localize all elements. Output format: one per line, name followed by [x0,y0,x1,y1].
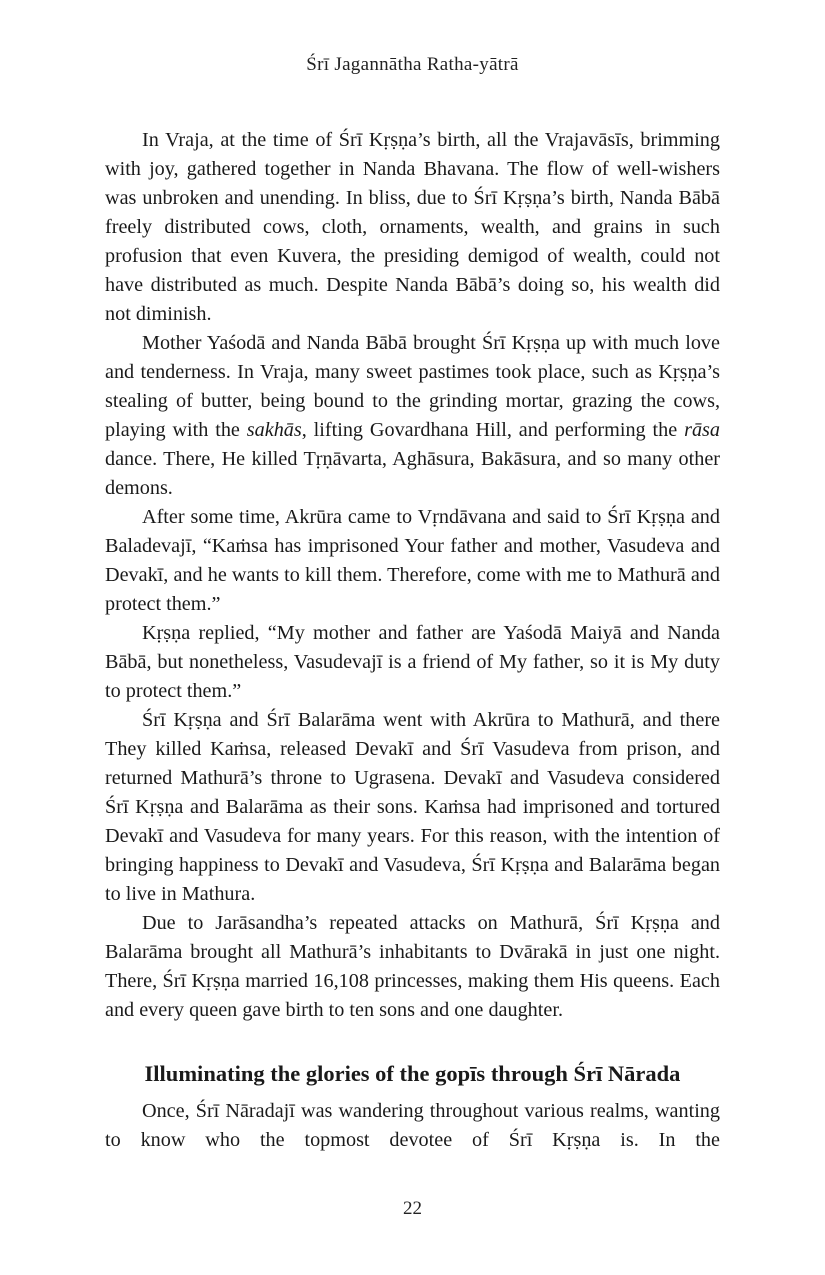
body-text [105,126,720,1155]
section-heading: Illuminating the glories of the gopīs through Śrī Nārada [144,1061,681,1086]
paragraph-narada: Once, Śrī Nāradajī was wandering throughout various realms, wanting to know who the topmost devotee of Śrī Kṛṣṇa is. In the [105,1100,720,1151]
paragraph-mathura: Śrī Kṛṣṇa and Śrī Balarāma went with Akrūra to Mathurā, and there They killed Kaṁsa, released Devakī and Śrī Vasudeva from prison, and returned Mathurā’s throne to Ugrasena. Devakī and Vasudeva considered Śrī Kṛṣṇa and Balarāma as their sons. Kaṁsa had imprisoned and tortured Devakī and Vasudeva for many years. For this reason, with the intention of bringing happiness to Devakī and Vasudeva, Śrī Kṛṣṇa and Balarāma began to live in Mathura. [105,709,720,905]
paragraph-krishna-birth: In Vraja, at the time of Śrī Kṛṣṇa’s birth, all the Vrajavāsīs, brimming with joy, gathered together in Nanda Bhavana. The flow of well-wishers was unbroken and unending. In bliss, due to Śrī Kṛṣṇa’s birth, Nanda Bābā freely distributed cows, cloth, ornaments, wealth, and grains in such profusion that even Kuvera, the presiding demigod of wealth, could not have distributed as much. Despite Nanda Bābā’s doing so, his wealth did not diminish. [105,129,720,325]
text-span: , lifting Govardhana Hill, and performing the [301,419,685,441]
paragraph-vraja-pastimes [105,329,720,503]
paragraph-akrura: After some time, Akrūra came to Vṛndāvana and said to Śrī Kṛṣṇa and Baladevajī, “Kaṁsa has imprisoned Your father and mother, Vasudeva and Devakī, and he wants to kill them. Therefore, come with me to Mathurā and protect them.” [105,506,720,615]
italic-term-sakhas: sakhās [246,419,302,441]
paragraph-dvaraka: Due to Jarāsandha’s repeated attacks on Mathurā, Śrī Kṛṣṇa and Balarāma brought all Mathurā’s inhabitants to Dvārakā in just one night. There, Śrī Kṛṣṇa married 16,108 princesses, making them His queens. Each and every queen gave birth to ten sons and one daughter. [105,912,720,1021]
text-span: Mother Yaśodā and Nanda Bābā brought Śrī Kṛṣṇa up with much love and tenderness. In Vraja, many sweet pastimes took place, such as Kṛṣṇa’s stealing of butter, being bound to the grinding mortar, grazing the cows, playing with the [105,332,720,441]
paragraph-krishna-reply: Kṛṣṇa replied, “My mother and father are Yaśodā Maiyā and Nanda Bābā, but nonetheless, Vasudevajī is a friend of My father, so it is My duty to protect them.” [105,622,720,702]
page-number: 22 [403,1198,422,1219]
italic-term-rasa: rāsa [684,419,720,441]
running-head: Śrī Jagannātha Ratha-yātrā [306,54,519,75]
text-span: dance. There, He killed Tṛṇāvarta, Aghāsura, Bakāsura, and so many other demons. [105,448,720,499]
